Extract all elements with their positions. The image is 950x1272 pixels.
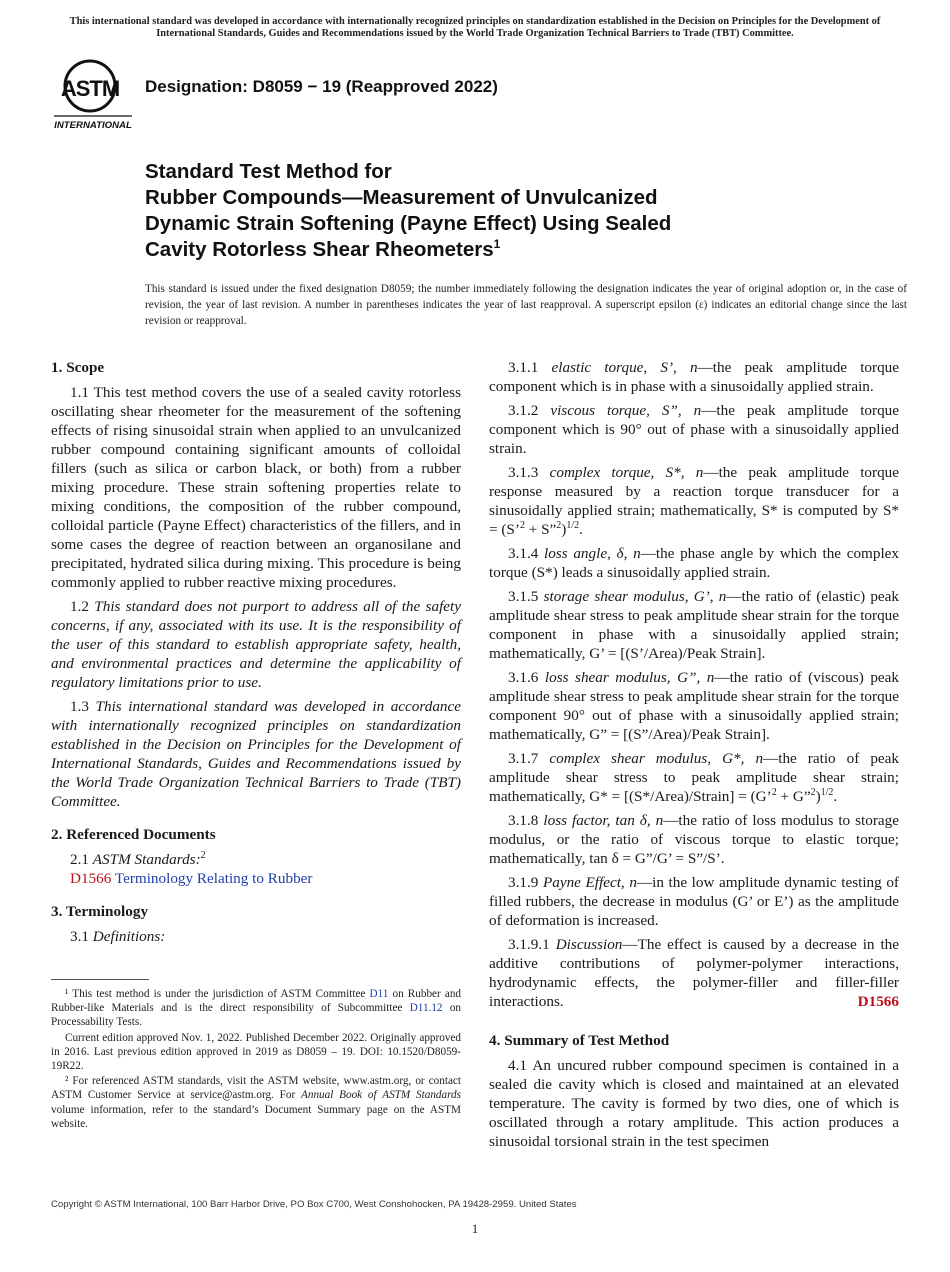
definition-3-1-3-text: —the peak amplitude torque response measured by a reaction torque transducer for a sinusoidally applied strain; mathematically, S* is computed by S* = (S’	[489, 464, 900, 538]
paragraph-3-1-number: 3.1	[70, 928, 89, 945]
definition-3-1-3-sup-1: 2	[519, 520, 525, 531]
footnote-2-text-b: volume information, refer to the standard’s Document Summary page on the ASTM website.	[51, 1103, 461, 1130]
footnote-1-text-c: on Processability Tests.	[51, 1002, 462, 1029]
title-line-4	[145, 237, 845, 263]
copyright-line: Copyright © ASTM International, 100 Barr Harbor Drive, PO Box C700, West Conshohocken, PA 19428-2959. United States	[51, 1199, 577, 1210]
definition-3-1-3-term: complex torque, S*, n	[549, 464, 704, 481]
definition-3-1-1-number: 3.1.1	[508, 359, 539, 376]
discussion-reference-d1566[interactable]: D1566	[857, 993, 899, 1010]
paragraph-1-1: 1.1 This test method covers the use of a sealed cavity rotorless oscillating shear rheometer for the measurement of the softening effects of rising sinusoidal strain when applied to an unvulcanized rubber compound containing significant amounts of colloidal fillers (such as silica or carbon black, or both) from a rubber mixing procedure. These strain softening properties relate to mixing conditions, the composition of the rubber compound, colloidal particle (Payne Effect) characteristics of the fillers, and in some cases the degree of reaction between an organosilane and precipitated, hydrated silica during mixing. This procedure is being commonly applied to rubber reactive mixing procedures.	[51, 384, 461, 591]
section-heading-terminology: 3. Terminology	[51, 903, 149, 920]
definition-3-1-6	[489, 668, 899, 744]
astm-logo-icon	[52, 58, 136, 132]
definition-3-1-2-term: viscous torque, S”, n	[550, 402, 702, 419]
definition-3-1-4-number: 3.1.4	[508, 545, 539, 562]
paragraph-2-1-number: 2.1	[70, 851, 89, 868]
definition-3-1-3	[489, 463, 899, 539]
definition-3-1-3-close: )	[561, 521, 567, 538]
definition-3-1-7-sup-2: 2	[810, 787, 816, 798]
paragraph-2-1	[70, 850, 461, 869]
definition-3-1-4	[489, 544, 899, 582]
definition-3-1-4-text: —the phase angle by which the complex torque (S*) leads a sinusoidally applied strain.	[489, 545, 900, 581]
footnote-2-text-a: ² For referenced ASTM standards, visit the ASTM website, www.astm.org, or contact ASTM Customer Service at service@astm.org. For	[51, 1075, 461, 1102]
definition-3-1-1-text: —the peak amplitude torque component which is in phase with a sinusoidally applied strain.	[489, 359, 899, 395]
footnote-2	[51, 1074, 461, 1131]
definition-3-1-6-text: —the ratio of (viscous) peak amplitude shear stress to peak amplitude shear strain for the torque component 90° out of phase with a sinusoidally applied strain; mathematically, G” = [(S”/Area)/Peak Strain].	[489, 669, 899, 743]
definition-3-1-5-term: storage shear modulus, G’, n	[543, 588, 727, 605]
definition-3-1-7	[489, 749, 899, 806]
definition-3-1-9-1-text: —The effect is caused by a decrease in the additive contributions of polymer-polymer interactions, hydrodynamic effects, the polymer-filler and filler-filler interactions.	[489, 936, 899, 1010]
definition-3-1-4-term: loss angle, δ, n	[544, 545, 641, 562]
definition-3-1-7-number: 3.1.7	[508, 750, 539, 767]
definition-3-1-2-text: —the peak amplitude torque component which is 90° out of phase with a sinusoidally applied strain.	[489, 402, 899, 457]
definition-3-1-7-close: )	[815, 788, 821, 805]
section-heading-summary: 4. Summary of Test Method	[489, 1032, 670, 1049]
definition-3-1-9-term: Payne Effect, n	[542, 874, 637, 891]
paragraph-2-1-sup: 2	[200, 850, 206, 861]
definition-3-1-9-1-number: 3.1.9.1	[508, 936, 550, 953]
definition-3-1-3-mid: + S”	[524, 521, 557, 538]
section-heading-scope: 1. Scope	[51, 359, 105, 376]
reference-d1566-title[interactable]: Terminology Relating to Rubber	[114, 870, 313, 887]
reference-d1566-code[interactable]: D1566	[70, 870, 112, 887]
definition-3-1-3-sup-3: 1/2	[566, 520, 580, 531]
definition-3-1-1	[489, 358, 899, 396]
definition-3-1-9-text: —in the low amplitude dynamic testing of filled rubbers, the decrease in modulus (G’ or E’) as the amplitude of deformation is increased.	[489, 874, 899, 929]
footnote-divider	[51, 979, 149, 980]
paragraph-1-3-text: This international standard was developed in accordance with internationally recognized principles on standardization established in the Decision on Principles for the Development of International Standards, Guides and Recommendations issued by the World Trade Organization Technical Barriers to Trade (TBT) Committee.	[51, 698, 461, 810]
paragraph-1-3	[51, 697, 461, 811]
definition-3-1-7-end: .	[833, 788, 838, 805]
definition-3-1-8-term: loss factor, tan δ, n	[543, 812, 664, 829]
definition-3-1-6-number: 3.1.6	[508, 669, 539, 686]
definition-3-1-7-mid: + G”	[776, 788, 811, 805]
right-column	[489, 358, 899, 1156]
paragraph-3-1-text: Definitions:	[92, 928, 166, 945]
paragraph-1-3-number: 1.3	[70, 698, 89, 715]
paragraph-4-1: 4.1 An uncured rubber compound specimen is contained in a sealed die cavity which is closed and maintained at an elevated temperature. The cavity is formed by two dies, one of which is oscillated through a rotary amplitude. This action produces a sinusoidal torsional strain in the test specimen	[489, 1057, 899, 1150]
footnote-2-italic: Annual Book of ASTM Standards	[301, 1089, 461, 1102]
footnote-1-text-b: on Rubber and Rubber-like Materials and is the direct responsibility of Subcommittee	[51, 988, 462, 1015]
definition-3-1-3-end: .	[579, 521, 583, 538]
footnote-1-text-a: ¹ This test method is under the jurisdiction of ASTM Committee	[65, 988, 366, 1000]
document-title	[145, 159, 845, 263]
definition-3-1-2	[489, 401, 899, 458]
paragraph-3-1	[70, 927, 461, 946]
definition-3-1-6-term: loss shear modulus, G”, n	[544, 669, 715, 686]
title-line-2: Rubber Compounds—Measurement of Unvulcanized	[145, 186, 658, 209]
page-number: 1	[471, 1221, 479, 1236]
definition-3-1-9-1	[489, 935, 899, 1011]
footnote-link-d11[interactable]: D11	[369, 988, 389, 1000]
definition-3-1-9	[489, 873, 899, 930]
paragraph-1-2	[51, 597, 461, 692]
definition-3-1-7-text: —the ratio of peak amplitude shear stress to peak amplitude shear strain; mathematically, G* = [(S*/Area)/Strain] = (G’	[489, 750, 899, 805]
definition-3-1-7-sup-3: 1/2	[820, 787, 834, 798]
reference-d1566[interactable]	[70, 869, 461, 888]
definition-3-1-8	[489, 811, 899, 868]
definition-3-1-7-sup-1: 2	[771, 787, 777, 798]
definition-3-1-3-sup-2: 2	[556, 520, 562, 531]
logo-sub: INTERNATIONAL	[54, 120, 132, 131]
paragraph-1-2-text: This standard does not purport to address all of the safety concerns, if any, associated with its use. It is the responsibility of the user of this standard to establish appropriate safety, health, and environmental practices and determine the applicability of regulatory limitations prior to use.	[51, 598, 461, 691]
definition-3-1-5	[489, 587, 899, 663]
paragraph-2-1-text: ASTM Standards:	[92, 851, 201, 868]
logo-letters: ASTM	[60, 76, 120, 101]
paragraph-1-2-number: 1.2	[70, 598, 89, 615]
section-heading-referenced-documents: 2. Referenced Documents	[51, 826, 216, 843]
title-line-4-text: Cavity Rotorless Shear Rheometers	[145, 238, 494, 261]
definition-3-1-2-number: 3.1.2	[508, 402, 539, 419]
tbt-notice: This international standard was developed in accordance with internationally recognized principles on standardization established in the Decision on Principles for the Development of International Standards, Guides and Recommendations issued by the World Trade Organization Technical Barriers to Trade (TBT) Committee.	[69, 16, 881, 40]
footnote-edition: Current edition approved Nov. 1, 2022. Published December 2022. Originally approved in 2016. Last previous edition approved in 2019 as D8059 – 19. DOI: 10.1520/D8059-19R22.	[51, 1031, 461, 1073]
footnotes	[51, 987, 461, 1132]
definition-3-1-9-1-term: Discussion	[555, 936, 623, 953]
definition-3-1-8-text: —the ratio of loss modulus to storage modulus, or the ratio of viscous torque to elastic torque; mathematically, tan δ = G”/G’ = S”/S’.	[489, 812, 899, 867]
definition-3-1-5-number: 3.1.5	[508, 588, 539, 605]
footnote-link-d11-12[interactable]: D11.12	[409, 1002, 443, 1015]
title-line-1: Standard Test Method for	[145, 160, 392, 183]
title-line-3: Dynamic Strain Softening (Payne Effect) Using Sealed	[145, 212, 672, 235]
definition-3-1-5-text: —the ratio of (elastic) peak amplitude shear stress to peak amplitude shear strain for the torque component in phase with a sinusoidally applied strain; mathematically, G’ = [(S’/Area)/Peak Strain].	[489, 588, 899, 662]
definition-3-1-8-number: 3.1.8	[508, 812, 539, 829]
definition-3-1-1-term: elastic torque, S’, n	[551, 359, 698, 376]
definition-3-1-3-number: 3.1.3	[508, 464, 539, 481]
left-column	[51, 358, 461, 948]
definition-3-1-9-number: 3.1.9	[508, 874, 539, 891]
definition-3-1-7-term: complex shear modulus, G*, n	[549, 750, 764, 767]
designation: Designation: D8059 − 19 (Reapproved 2022)	[145, 77, 498, 96]
footnote-1	[51, 987, 461, 1030]
title-footnote-mark: 1	[493, 237, 501, 251]
standard-note: This standard is issued under the fixed designation D8059; the number immediately following the designation indicates the year of original adoption or, in the case of revision, the year of last revision. A number in parentheses indicates the year of last reapproval. A superscript epsilon (ε) indicates an editorial change since the last revision or reapproval.	[145, 283, 907, 327]
